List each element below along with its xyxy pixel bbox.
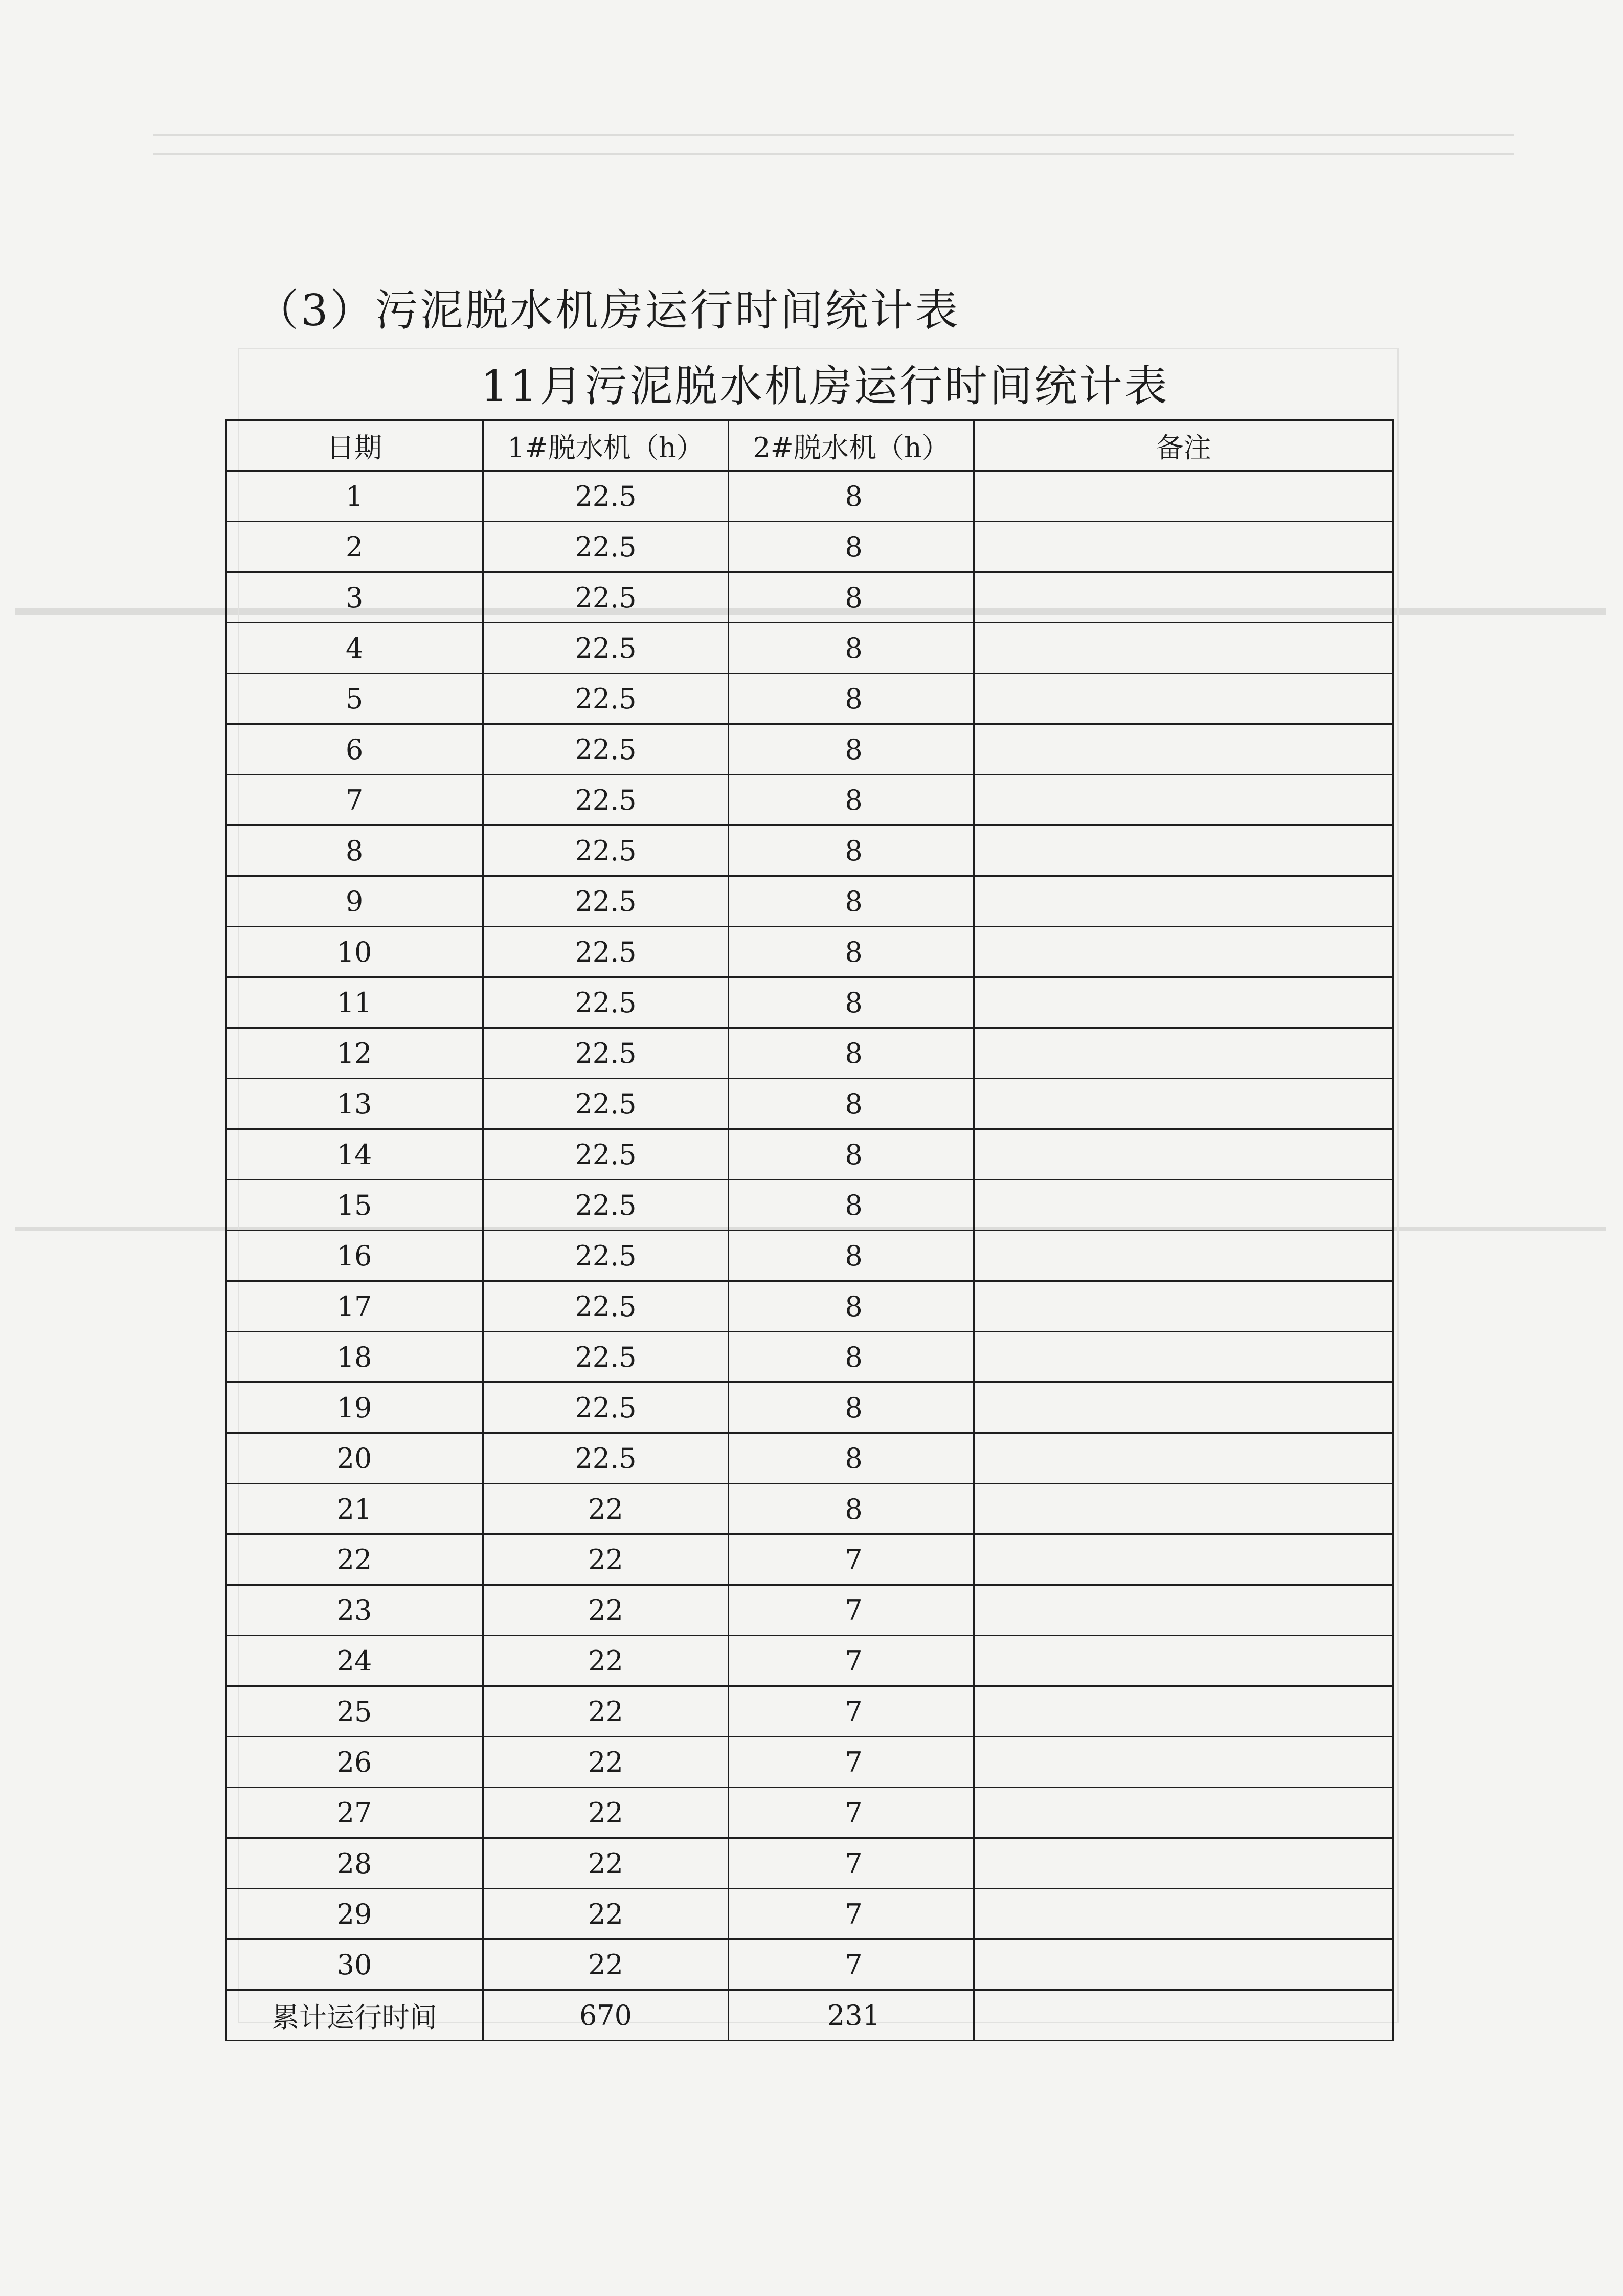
machine-2-hours: 7 bbox=[729, 1585, 974, 1636]
machine-2-hours: 7 bbox=[729, 1788, 974, 1838]
note-cell bbox=[974, 1079, 1393, 1129]
table-row bbox=[226, 1383, 1393, 1433]
machine-1-hours: 22.5 bbox=[483, 826, 729, 876]
table-row bbox=[226, 775, 1393, 826]
table-header-row bbox=[226, 420, 1393, 471]
total-row bbox=[226, 1990, 1393, 2041]
machine-1-hours: 22.5 bbox=[483, 775, 729, 826]
machine-2-hours: 8 bbox=[729, 522, 974, 572]
machine-1-hours: 22 bbox=[483, 1636, 729, 1686]
date-cell: 3 bbox=[226, 572, 483, 623]
machine-1-hours: 22.5 bbox=[483, 471, 729, 522]
machine-1-hours: 22.5 bbox=[483, 674, 729, 724]
table-row bbox=[226, 1940, 1393, 1990]
machine-2-hours: 7 bbox=[729, 1636, 974, 1686]
table-row bbox=[226, 1686, 1393, 1737]
table-row bbox=[226, 1129, 1393, 1180]
date-cell: 5 bbox=[226, 674, 483, 724]
table-row bbox=[226, 1636, 1393, 1686]
table-title: 11月污泥脱水机房运行时间统计表 bbox=[481, 361, 1169, 411]
note-cell bbox=[974, 927, 1393, 977]
table-row bbox=[226, 674, 1393, 724]
table-row bbox=[226, 826, 1393, 876]
date-cell: 29 bbox=[226, 1889, 483, 1940]
note-cell bbox=[974, 1281, 1393, 1332]
date-cell: 27 bbox=[226, 1788, 483, 1838]
note-cell bbox=[974, 1838, 1393, 1889]
table-row bbox=[226, 724, 1393, 775]
machine-2-hours: 8 bbox=[729, 674, 974, 724]
machine-1-hours: 22.5 bbox=[483, 1332, 729, 1383]
machine-1-hours: 22 bbox=[483, 1686, 729, 1737]
machine-1-hours: 22.5 bbox=[483, 1433, 729, 1484]
table-row bbox=[226, 1534, 1393, 1585]
note-cell bbox=[974, 1231, 1393, 1281]
table-row bbox=[226, 623, 1393, 674]
scan-artifact-line bbox=[153, 153, 1514, 155]
date-cell: 7 bbox=[226, 775, 483, 826]
machine-2-hours: 8 bbox=[729, 1180, 974, 1231]
note-cell bbox=[974, 1534, 1393, 1585]
machine-2-hours: 7 bbox=[729, 1686, 974, 1737]
machine-1-hours: 22.5 bbox=[483, 1129, 729, 1180]
date-cell: 10 bbox=[226, 927, 483, 977]
machine-1-hours: 22.5 bbox=[483, 1383, 729, 1433]
note-cell bbox=[974, 623, 1393, 674]
note-cell bbox=[974, 1889, 1393, 1940]
header-date: 日期 bbox=[226, 420, 483, 471]
date-cell: 18 bbox=[226, 1332, 483, 1383]
table-row bbox=[226, 471, 1393, 522]
machine-2-hours: 8 bbox=[729, 1433, 974, 1484]
note-cell bbox=[974, 1180, 1393, 1231]
machine-1-hours: 22 bbox=[483, 1534, 729, 1585]
note-cell bbox=[974, 1433, 1393, 1484]
date-cell: 1 bbox=[226, 471, 483, 522]
note-cell bbox=[974, 1028, 1393, 1079]
machine-1-hours: 22 bbox=[483, 1484, 729, 1534]
machine-2-hours: 8 bbox=[729, 623, 974, 674]
machine-2-hours: 7 bbox=[729, 1534, 974, 1585]
note-cell bbox=[974, 977, 1393, 1028]
table-row bbox=[226, 1079, 1393, 1129]
machine-2-hours: 8 bbox=[729, 977, 974, 1028]
scan-artifact-line bbox=[153, 134, 1514, 136]
table-row bbox=[226, 1231, 1393, 1281]
machine-2-hours: 7 bbox=[729, 1737, 974, 1788]
machine-1-hours: 22.5 bbox=[483, 1028, 729, 1079]
machine-1-hours: 22 bbox=[483, 1788, 729, 1838]
runtime-table bbox=[225, 419, 1394, 2041]
total-note bbox=[974, 1990, 1393, 2041]
date-cell: 9 bbox=[226, 876, 483, 927]
date-cell: 30 bbox=[226, 1940, 483, 1990]
machine-2-hours: 8 bbox=[729, 724, 974, 775]
date-cell: 23 bbox=[226, 1585, 483, 1636]
table-row bbox=[226, 1484, 1393, 1534]
note-cell bbox=[974, 522, 1393, 572]
table-row bbox=[226, 927, 1393, 977]
note-cell bbox=[974, 572, 1393, 623]
header-machine-1: 1#脱水机（h） bbox=[483, 420, 729, 471]
date-cell: 25 bbox=[226, 1686, 483, 1737]
total-machine-1: 670 bbox=[483, 1990, 729, 2041]
date-cell: 11 bbox=[226, 977, 483, 1028]
date-cell: 12 bbox=[226, 1028, 483, 1079]
machine-1-hours: 22 bbox=[483, 1838, 729, 1889]
machine-1-hours: 22.5 bbox=[483, 876, 729, 927]
date-cell: 17 bbox=[226, 1281, 483, 1332]
date-cell: 2 bbox=[226, 522, 483, 572]
machine-1-hours: 22 bbox=[483, 1585, 729, 1636]
date-cell: 6 bbox=[226, 724, 483, 775]
note-cell bbox=[974, 471, 1393, 522]
date-cell: 21 bbox=[226, 1484, 483, 1534]
machine-2-hours: 7 bbox=[729, 1940, 974, 1990]
date-cell: 19 bbox=[226, 1383, 483, 1433]
note-cell bbox=[974, 724, 1393, 775]
machine-1-hours: 22.5 bbox=[483, 522, 729, 572]
table-row bbox=[226, 1028, 1393, 1079]
machine-1-hours: 22.5 bbox=[483, 1231, 729, 1281]
table-row bbox=[226, 1281, 1393, 1332]
total-machine-2: 231 bbox=[729, 1990, 974, 2041]
machine-1-hours: 22.5 bbox=[483, 724, 729, 775]
note-cell bbox=[974, 1383, 1393, 1433]
note-cell bbox=[974, 1788, 1393, 1838]
machine-2-hours: 8 bbox=[729, 775, 974, 826]
date-cell: 15 bbox=[226, 1180, 483, 1231]
table-row bbox=[226, 876, 1393, 927]
machine-2-hours: 8 bbox=[729, 876, 974, 927]
machine-2-hours: 8 bbox=[729, 1281, 974, 1332]
note-cell bbox=[974, 1940, 1393, 1990]
note-cell bbox=[974, 1636, 1393, 1686]
table-row bbox=[226, 1838, 1393, 1889]
machine-2-hours: 8 bbox=[729, 1332, 974, 1383]
table-row bbox=[226, 1180, 1393, 1231]
machine-2-hours: 8 bbox=[729, 572, 974, 623]
table-row bbox=[226, 1889, 1393, 1940]
machine-2-hours: 8 bbox=[729, 1129, 974, 1180]
machine-2-hours: 8 bbox=[729, 1484, 974, 1534]
machine-1-hours: 22.5 bbox=[483, 1079, 729, 1129]
machine-1-hours: 22.5 bbox=[483, 1180, 729, 1231]
machine-1-hours: 22.5 bbox=[483, 1281, 729, 1332]
machine-1-hours: 22.5 bbox=[483, 927, 729, 977]
note-cell bbox=[974, 826, 1393, 876]
date-cell: 26 bbox=[226, 1737, 483, 1788]
note-cell bbox=[974, 775, 1393, 826]
table-row bbox=[226, 522, 1393, 572]
table-row bbox=[226, 1433, 1393, 1484]
total-label: 累计运行时间 bbox=[226, 1990, 483, 2041]
note-cell bbox=[974, 1484, 1393, 1534]
note-cell bbox=[974, 1686, 1393, 1737]
note-cell bbox=[974, 674, 1393, 724]
machine-1-hours: 22.5 bbox=[483, 572, 729, 623]
section-heading: （3）污泥脱水机房运行时间统计表 bbox=[256, 285, 960, 336]
table-row bbox=[226, 1585, 1393, 1636]
date-cell: 20 bbox=[226, 1433, 483, 1484]
date-cell: 16 bbox=[226, 1231, 483, 1281]
date-cell: 4 bbox=[226, 623, 483, 674]
table-row bbox=[226, 1788, 1393, 1838]
table-row bbox=[226, 1737, 1393, 1788]
machine-1-hours: 22.5 bbox=[483, 977, 729, 1028]
machine-1-hours: 22 bbox=[483, 1940, 729, 1990]
machine-2-hours: 7 bbox=[729, 1889, 974, 1940]
date-cell: 14 bbox=[226, 1129, 483, 1180]
machine-1-hours: 22 bbox=[483, 1889, 729, 1940]
machine-1-hours: 22 bbox=[483, 1737, 729, 1788]
header-note: 备注 bbox=[974, 420, 1393, 471]
machine-2-hours: 8 bbox=[729, 826, 974, 876]
machine-2-hours: 8 bbox=[729, 927, 974, 977]
machine-2-hours: 8 bbox=[729, 471, 974, 522]
note-cell bbox=[974, 1737, 1393, 1788]
machine-2-hours: 8 bbox=[729, 1079, 974, 1129]
machine-2-hours: 7 bbox=[729, 1838, 974, 1889]
note-cell bbox=[974, 1129, 1393, 1180]
date-cell: 22 bbox=[226, 1534, 483, 1585]
note-cell bbox=[974, 1585, 1393, 1636]
note-cell bbox=[974, 1332, 1393, 1383]
date-cell: 8 bbox=[226, 826, 483, 876]
machine-2-hours: 8 bbox=[729, 1028, 974, 1079]
date-cell: 13 bbox=[226, 1079, 483, 1129]
machine-2-hours: 8 bbox=[729, 1231, 974, 1281]
machine-1-hours: 22.5 bbox=[483, 623, 729, 674]
machine-2-hours: 8 bbox=[729, 1383, 974, 1433]
table-row bbox=[226, 977, 1393, 1028]
table-row bbox=[226, 572, 1393, 623]
date-cell: 28 bbox=[226, 1838, 483, 1889]
note-cell bbox=[974, 876, 1393, 927]
date-cell: 24 bbox=[226, 1636, 483, 1686]
header-machine-2: 2#脱水机（h） bbox=[729, 420, 974, 471]
table-row bbox=[226, 1332, 1393, 1383]
